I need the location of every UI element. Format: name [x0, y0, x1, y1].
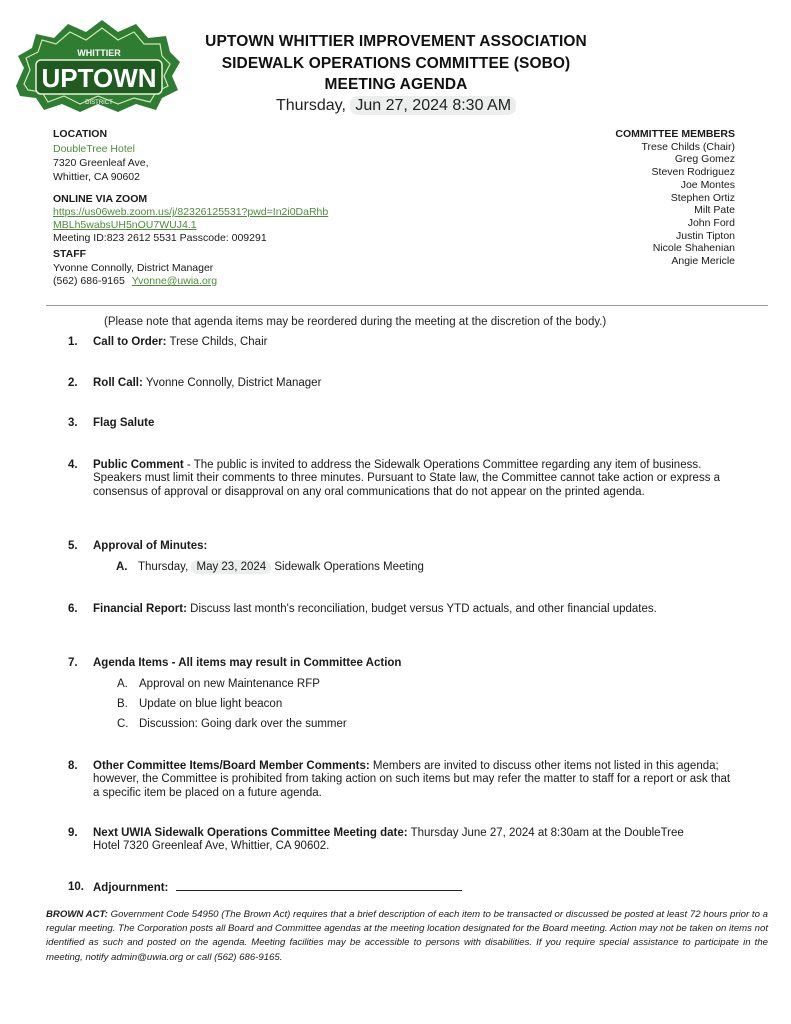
- meeting-date-line: [186, 97, 606, 115]
- item-number: 1.: [68, 336, 78, 348]
- zoom-link-line-1[interactable]: https://us06web.zoom.us/j/82326125531?pwd=In2i0DaRhb: [53, 206, 329, 218]
- agenda-item-6: [68, 603, 736, 616]
- committee-members: [615, 128, 735, 268]
- member-name: Nicole Shahenian: [652, 242, 735, 255]
- sub-letter: C.: [117, 718, 129, 730]
- sub-letter: A.: [116, 561, 128, 573]
- zoom-meeting-info: Meeting ID:823 2612 5531 Passcode: 009291: [53, 232, 267, 244]
- item-text: Thursday June 27, 2024 at 8:30am at the DoubleTree Hotel 7320 Greenleaf Ave, Whittier, CA 90602.: [93, 827, 684, 853]
- staff-contact: [53, 275, 217, 288]
- zoom-link[interactable]: [53, 206, 328, 232]
- staff-email-link[interactable]: Yvonne@uwia.org: [131, 275, 218, 287]
- item-text: Yvonne Connolly, District Manager: [142, 377, 322, 389]
- brown-act-text: Government Code 54950 (The Brown Act) requires that a brief description of each item to be transacted or discussed be posted at least 72 hours prior to a regular meeting. The Corporation posts all Board and Committee agendas at the meeting location designated for the Board meeting. Action may not be taken on items not identified as such and posted on the agenda. Meeting facilities may be accessible to persons with disabilities. If you require special assistance to participate in the meeting, notify admin@uwia.org or call (562) 686-9165.: [46, 909, 769, 963]
- location-address-1: 7320 Greenleaf Ave,: [53, 157, 149, 169]
- location-address-2: Whittier, CA 90602: [53, 171, 140, 183]
- agenda-item-8: [68, 760, 736, 800]
- member-name: Greg Gomez: [674, 153, 735, 166]
- org-title: UPTOWN WHITTIER IMPROVEMENT ASSOCIATION: [205, 33, 587, 50]
- logo-bottom-text: DISTRICT: [85, 100, 113, 106]
- item-number: 8.: [68, 760, 78, 772]
- agenda-item-7: [68, 657, 736, 670]
- member-name: Steven Rodriguez: [651, 166, 735, 179]
- member-name: Joe Montes: [680, 178, 735, 191]
- sub-text: Approval on new Maintenance RFP: [139, 678, 320, 690]
- agenda-subitem: [117, 718, 347, 730]
- sub-letter: A.: [117, 678, 128, 690]
- sub-text: Discussion: Going dark over the summer: [139, 718, 347, 730]
- agenda-item-5: [68, 540, 736, 553]
- agenda-item-1: [68, 336, 736, 349]
- item-title: Roll Call:: [93, 377, 143, 389]
- brown-act-label: BROWN ACT:: [46, 909, 108, 920]
- item-title: Adjournment:: [93, 882, 169, 894]
- member-name: Angie Mericle: [671, 255, 735, 268]
- item-title: Other Committee Items/Board Member Comments:: [93, 760, 370, 772]
- member-name: Stephen Ortiz: [670, 191, 735, 204]
- logo-main-text: UPTOWN: [41, 63, 157, 93]
- brown-act-notice: [46, 908, 768, 965]
- meeting-date-chip[interactable]: Jun 27, 2024 8:30 AM: [350, 96, 516, 115]
- adjournment-blank-line: [176, 881, 462, 891]
- item-text: Members are invited to discuss other items not listed in this agenda; however, the Committee is prohibited from taking action on such items but may refer the matter to staff for a report or ask that a specific item be placed on a future agenda.: [93, 760, 731, 799]
- sub-day: Thursday,: [138, 561, 189, 573]
- members-heading: COMMITTEE MEMBERS: [615, 128, 735, 140]
- item-title: Financial Report:: [93, 603, 187, 615]
- minutes-subitem: [116, 561, 424, 573]
- zoom-heading: ONLINE VIA ZOOM: [53, 193, 148, 205]
- item-text: Discuss last month's reconciliation, budget versus YTD actuals, and other financial updates.: [186, 603, 657, 615]
- uptown-district-logo: [10, 16, 182, 114]
- agenda-item-9: [68, 827, 736, 854]
- agenda-item-10: [68, 881, 736, 895]
- agenda-subitem: [117, 698, 282, 710]
- item-title: Approval of Minutes:: [93, 540, 208, 552]
- logo-top-text: WHITTIER: [77, 48, 121, 58]
- committee-title: SIDEWALK OPERATIONS COMMITTEE (SOBO): [221, 55, 571, 72]
- agenda-subitem: [117, 678, 320, 690]
- header-divider: [46, 305, 768, 306]
- zoom-block: [53, 193, 328, 245]
- staff-heading: STAFF: [53, 248, 87, 260]
- item-number: 3.: [68, 417, 78, 429]
- sub-text: Update on blue light beacon: [139, 698, 283, 710]
- member-name: John Ford: [687, 216, 735, 229]
- member-name: Milt Pate: [694, 204, 735, 217]
- item-title: Public Comment: [93, 459, 184, 471]
- item-title: Call to Order:: [93, 336, 167, 348]
- staff-phone: (562) 686-9165: [53, 275, 125, 287]
- location-heading: LOCATION: [53, 128, 108, 140]
- location-block: [53, 128, 149, 184]
- sub-letter: B.: [117, 698, 128, 710]
- item-number: 10.: [68, 881, 84, 893]
- staff-name: Yvonne Connolly, District Manager: [53, 262, 214, 274]
- meeting-day: Thursday,: [275, 97, 346, 114]
- zoom-link-line-2[interactable]: MBLh5wabsUH5nOU7WUJ4.1: [53, 219, 197, 231]
- agenda-item-2: [68, 377, 736, 390]
- item-number: 6.: [68, 603, 78, 615]
- member-name: Justin Tipton: [676, 229, 735, 242]
- staff-block: [53, 248, 217, 288]
- agenda-item-4: [68, 459, 736, 499]
- item-title: Agenda Items - All items may result in Committee Action: [93, 657, 402, 669]
- sub-text: Sidewalk Operations Meeting: [274, 561, 424, 573]
- item-title: Flag Salute: [93, 417, 155, 429]
- item-number: 9.: [68, 827, 78, 839]
- item-number: 7.: [68, 657, 78, 669]
- item-number: 2.: [68, 377, 78, 389]
- item-number: 5.: [68, 540, 78, 552]
- reorder-note: (Please note that agenda items may be reordered during the meeting at the discretion of the body.): [104, 316, 607, 328]
- item-text: - The public is invited to address the Sidewalk Operations Committee regarding any item of business. Speakers must limit their comments to three minutes. Pursuant to State law, the Committee cannot take action or express a consensus of approval or disapproval on any oral communications that do not appear on the printed agenda.: [93, 459, 721, 498]
- item-number: 4.: [68, 459, 78, 471]
- minutes-date-chip[interactable]: May 23, 2024: [191, 560, 271, 574]
- item-text: Trese Childs, Chair: [166, 336, 268, 348]
- location-venue: DoubleTree Hotel: [53, 143, 135, 155]
- agenda-item-3: [68, 417, 736, 430]
- member-name: Trese Childs (Chair): [641, 140, 735, 153]
- item-title: Next UWIA Sidewalk Operations Committee Meeting date:: [93, 827, 408, 839]
- document-title: MEETING AGENDA: [324, 76, 468, 93]
